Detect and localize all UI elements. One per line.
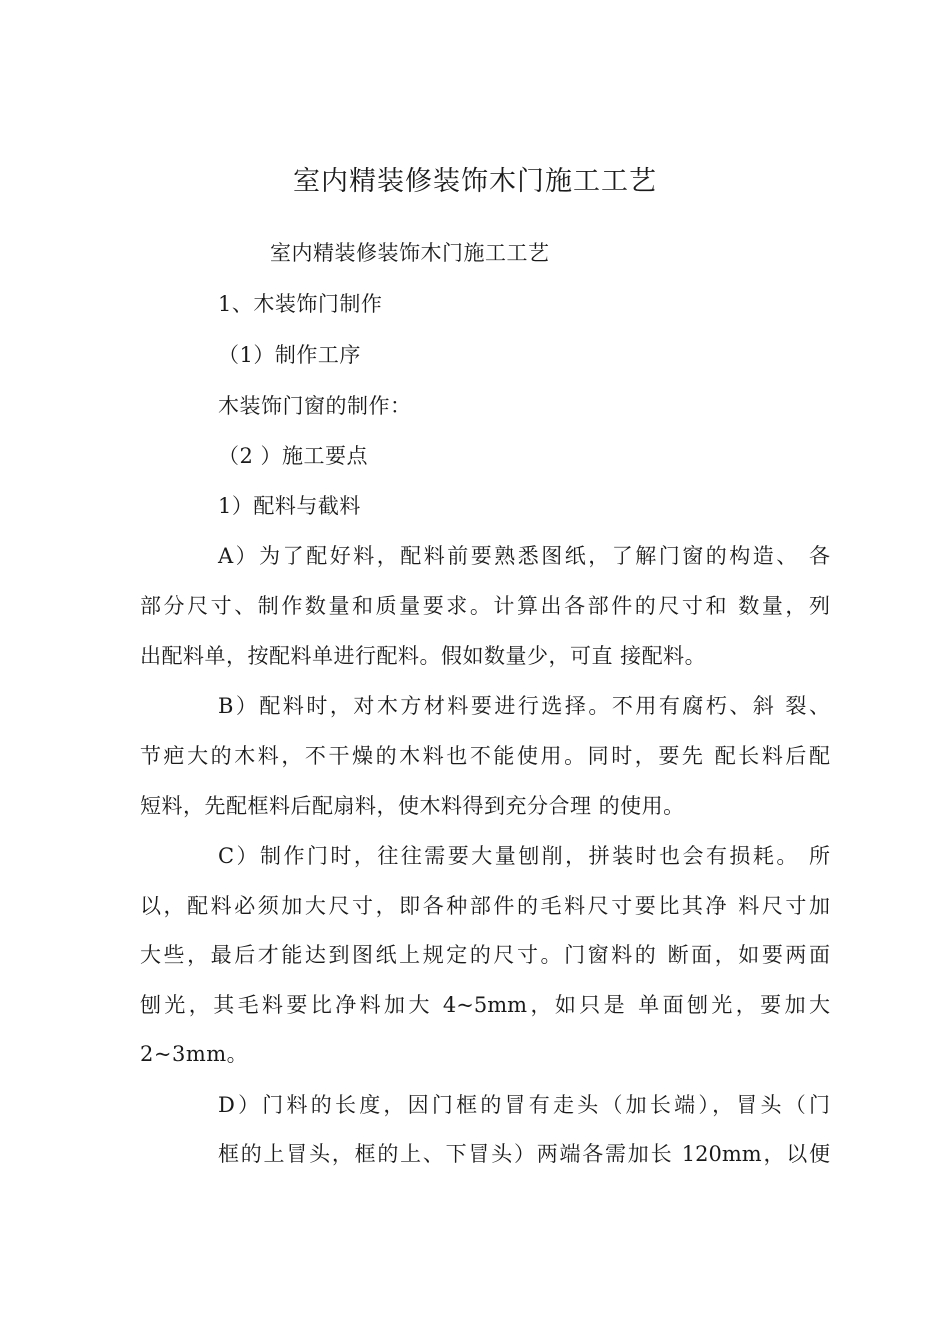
paragraph-b-line: 节疤大的木料，不干燥的木料也不能使用。同时，要先 配长料后配 — [140, 744, 830, 768]
paragraph-a-line: 出配料单，按配料单进行配料。假如数量少，可直 接配料。 — [140, 644, 707, 668]
document-subtitle: 室内精装修装饰木门施工工艺 — [270, 241, 550, 265]
paragraph-d-line: 框的上冒头，框的上、下冒头）两端各需加长 120mm，以便 — [218, 1142, 830, 1166]
paragraph-c-line: 2~3mm。 — [140, 1042, 249, 1066]
paragraph-b-line: B）配料时，对木方材料要进行选择。不用有腐朽、斜 裂、 — [218, 694, 830, 718]
subsection-heading: （1）制作工序 — [218, 343, 361, 367]
paragraph-a-line: A）为了配好料，配料前要熟悉图纸，了解门窗的构造、 各 — [218, 544, 830, 568]
section-heading: 1、木装饰门制作 — [218, 292, 383, 316]
paragraph-c-line: C）制作门时，往往需要大量刨削，拼装时也会有损耗。 所 — [218, 844, 830, 868]
paragraph-b-line: 短料，先配框料后配扇料，使木料得到充分合理 的使用。 — [140, 794, 685, 818]
paragraph-d-line: D）门料的长度，因门框的冒有走头（加长端），冒头（门 — [218, 1093, 830, 1117]
paragraph-a-line: 部分尺寸、制作数量和质量要求。计算出各部件的尺寸和 数量，列 — [140, 594, 830, 618]
paragraph-line: 木装饰门窗的制作： — [218, 394, 412, 418]
paragraph-c-line: 大些，最后才能达到图纸上规定的尺寸。门窗料的 断面，如要两面 — [140, 943, 830, 967]
paragraph-c-line: 刨光，其毛料要比净料加大 4~5mm，如只是 单面刨光，要加大 — [140, 993, 830, 1017]
sub-item-heading: 1）配料与截料 — [218, 494, 361, 518]
document-title: 室内精装修装饰木门施工工艺 — [293, 166, 657, 197]
paragraph-c-line: 以，配料必须加大尺寸，即各种部件的毛料尺寸要比其净 料尺寸加 — [140, 894, 830, 918]
subsection-heading: （2 ）施工要点 — [218, 444, 369, 468]
